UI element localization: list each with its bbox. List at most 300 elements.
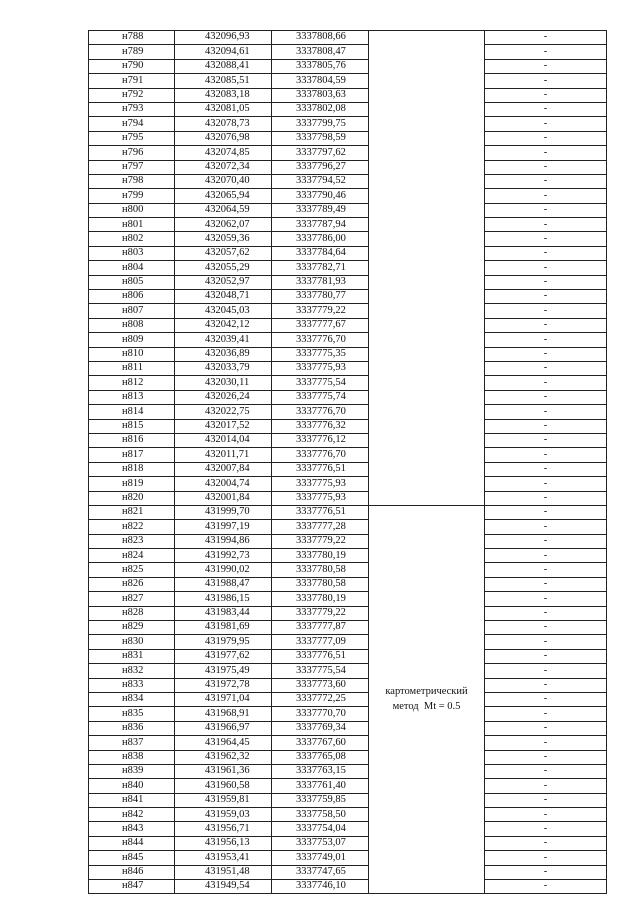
- point-id-cell: н834: [89, 692, 175, 706]
- y-coordinate-cell: 3337796,27: [272, 160, 369, 174]
- y-coordinate-cell: 3337775,93: [272, 491, 369, 505]
- y-coordinate-cell: 3337781,93: [272, 275, 369, 289]
- point-id-cell: н818: [89, 462, 175, 476]
- x-coordinate-cell: 431959,81: [175, 793, 272, 807]
- x-coordinate-cell: 432064,59: [175, 203, 272, 217]
- table-row: [89, 174, 607, 188]
- y-coordinate-cell: 3337775,93: [272, 477, 369, 491]
- table-row: [89, 218, 607, 232]
- y-coordinate-cell: 3337802,08: [272, 102, 369, 116]
- x-coordinate-cell: 431981,69: [175, 621, 272, 635]
- accuracy-cell: -: [485, 59, 607, 73]
- x-coordinate-cell: 432004,74: [175, 477, 272, 491]
- x-coordinate-cell: 432014,04: [175, 433, 272, 447]
- x-coordinate-cell: 432030,11: [175, 376, 272, 390]
- y-coordinate-cell: 3337753,07: [272, 836, 369, 850]
- point-id-cell: н791: [89, 74, 175, 88]
- accuracy-cell: -: [485, 347, 607, 361]
- point-id-cell: н805: [89, 275, 175, 289]
- table-row: [89, 880, 607, 894]
- x-coordinate-cell: 432085,51: [175, 74, 272, 88]
- point-id-cell: н835: [89, 707, 175, 721]
- point-id-cell: н842: [89, 808, 175, 822]
- x-coordinate-cell: 432059,36: [175, 232, 272, 246]
- y-coordinate-cell: 3337754,04: [272, 822, 369, 836]
- y-coordinate-cell: 3337803,63: [272, 88, 369, 102]
- y-coordinate-cell: 3337746,10: [272, 880, 369, 894]
- accuracy-cell: -: [485, 692, 607, 706]
- y-coordinate-cell: 3337749,01: [272, 851, 369, 865]
- point-id-cell: н828: [89, 606, 175, 620]
- x-coordinate-cell: 431968,91: [175, 707, 272, 721]
- y-coordinate-cell: 3337789,49: [272, 203, 369, 217]
- point-id-cell: н830: [89, 635, 175, 649]
- x-coordinate-cell: 431992,73: [175, 549, 272, 563]
- x-coordinate-cell: 431977,62: [175, 649, 272, 663]
- point-id-cell: н820: [89, 491, 175, 505]
- table-row: [89, 664, 607, 678]
- table-row: [89, 246, 607, 260]
- accuracy-cell: -: [485, 74, 607, 88]
- table-row: [89, 549, 607, 563]
- x-coordinate-cell: 432078,73: [175, 117, 272, 131]
- x-coordinate-cell: 431986,15: [175, 592, 272, 606]
- table-row: [89, 721, 607, 735]
- x-coordinate-cell: 431962,32: [175, 750, 272, 764]
- table-row: [89, 491, 607, 505]
- y-coordinate-cell: 3337775,93: [272, 361, 369, 375]
- x-coordinate-cell: 431983,44: [175, 606, 272, 620]
- method-line-2: метод Mt = 0.5: [392, 700, 461, 712]
- accuracy-cell: -: [485, 721, 607, 735]
- accuracy-cell: -: [485, 577, 607, 591]
- y-coordinate-cell: 3337797,62: [272, 146, 369, 160]
- x-coordinate-cell: 432072,34: [175, 160, 272, 174]
- y-coordinate-cell: 3337772,25: [272, 692, 369, 706]
- x-coordinate-cell: 431994,86: [175, 534, 272, 548]
- y-coordinate-cell: 3337775,54: [272, 376, 369, 390]
- point-id-cell: н822: [89, 520, 175, 534]
- y-coordinate-cell: 3337782,71: [272, 261, 369, 275]
- accuracy-cell: -: [485, 678, 607, 692]
- x-coordinate-cell: 431956,13: [175, 836, 272, 850]
- x-coordinate-cell: 432033,79: [175, 361, 272, 375]
- point-id-cell: н831: [89, 649, 175, 663]
- table-row: [89, 304, 607, 318]
- y-coordinate-cell: 3337784,64: [272, 246, 369, 260]
- y-coordinate-cell: 3337779,22: [272, 304, 369, 318]
- y-coordinate-cell: 3337775,35: [272, 347, 369, 361]
- table-row: [89, 808, 607, 822]
- accuracy-cell: -: [485, 505, 607, 519]
- y-coordinate-cell: 3337780,58: [272, 577, 369, 591]
- x-coordinate-cell: 431949,54: [175, 880, 272, 894]
- x-coordinate-cell: 432096,93: [175, 31, 272, 45]
- table-row: [89, 577, 607, 591]
- point-id-cell: н789: [89, 45, 175, 59]
- table-row: [89, 448, 607, 462]
- y-coordinate-cell: 3337776,51: [272, 505, 369, 519]
- y-coordinate-cell: 3337776,70: [272, 405, 369, 419]
- x-coordinate-cell: 432007,84: [175, 462, 272, 476]
- x-coordinate-cell: 432011,71: [175, 448, 272, 462]
- point-id-cell: н802: [89, 232, 175, 246]
- y-coordinate-cell: 3337779,22: [272, 606, 369, 620]
- x-coordinate-cell: 431961,36: [175, 764, 272, 778]
- accuracy-cell: -: [485, 779, 607, 793]
- accuracy-cell: -: [485, 189, 607, 203]
- point-id-cell: н823: [89, 534, 175, 548]
- accuracy-cell: -: [485, 621, 607, 635]
- accuracy-cell: -: [485, 462, 607, 476]
- x-coordinate-cell: 432094,61: [175, 45, 272, 59]
- table-row: [89, 390, 607, 404]
- y-coordinate-cell: 3337776,51: [272, 649, 369, 663]
- table-row: [89, 793, 607, 807]
- coordinates-table: [88, 30, 607, 894]
- accuracy-cell: -: [485, 664, 607, 678]
- y-coordinate-cell: 3337805,76: [272, 59, 369, 73]
- accuracy-cell: -: [485, 131, 607, 145]
- x-coordinate-cell: 431990,02: [175, 563, 272, 577]
- point-id-cell: н801: [89, 218, 175, 232]
- table-row: [89, 117, 607, 131]
- accuracy-cell: -: [485, 160, 607, 174]
- accuracy-cell: -: [485, 793, 607, 807]
- table-row: [89, 764, 607, 778]
- x-coordinate-cell: 431966,97: [175, 721, 272, 735]
- y-coordinate-cell: 3337777,28: [272, 520, 369, 534]
- point-id-cell: н788: [89, 31, 175, 45]
- accuracy-cell: -: [485, 549, 607, 563]
- table-row: [89, 261, 607, 275]
- y-coordinate-cell: 3337776,70: [272, 448, 369, 462]
- x-coordinate-cell: 432036,89: [175, 347, 272, 361]
- y-coordinate-cell: 3337804,59: [272, 74, 369, 88]
- point-id-cell: н799: [89, 189, 175, 203]
- accuracy-cell: -: [485, 477, 607, 491]
- table-row: [89, 736, 607, 750]
- accuracy-cell: -: [485, 822, 607, 836]
- x-coordinate-cell: 431997,19: [175, 520, 272, 534]
- x-coordinate-cell: 431960,58: [175, 779, 272, 793]
- y-coordinate-cell: 3337780,58: [272, 563, 369, 577]
- table-row: [89, 318, 607, 332]
- accuracy-cell: -: [485, 520, 607, 534]
- accuracy-cell: -: [485, 390, 607, 404]
- y-coordinate-cell: 3337780,19: [272, 549, 369, 563]
- point-id-cell: н797: [89, 160, 175, 174]
- accuracy-cell: -: [485, 333, 607, 347]
- accuracy-cell: -: [485, 146, 607, 160]
- point-id-cell: н810: [89, 347, 175, 361]
- accuracy-cell: -: [485, 361, 607, 375]
- accuracy-cell: -: [485, 275, 607, 289]
- accuracy-cell: -: [485, 635, 607, 649]
- x-coordinate-cell: 432045,03: [175, 304, 272, 318]
- point-id-cell: н816: [89, 433, 175, 447]
- table-row: [89, 750, 607, 764]
- accuracy-cell: -: [485, 851, 607, 865]
- table-row: [89, 851, 607, 865]
- accuracy-cell: -: [485, 102, 607, 116]
- y-coordinate-cell: 3337747,65: [272, 865, 369, 879]
- x-coordinate-cell: 431971,04: [175, 692, 272, 706]
- x-coordinate-cell: 431953,41: [175, 851, 272, 865]
- point-id-cell: н798: [89, 174, 175, 188]
- accuracy-cell: -: [485, 534, 607, 548]
- point-id-cell: н827: [89, 592, 175, 606]
- accuracy-cell: -: [485, 808, 607, 822]
- table-row: [89, 477, 607, 491]
- accuracy-cell: -: [485, 563, 607, 577]
- point-id-cell: н804: [89, 261, 175, 275]
- y-coordinate-cell: 3337765,08: [272, 750, 369, 764]
- table-row: [89, 31, 607, 45]
- accuracy-cell: -: [485, 45, 607, 59]
- table-row: [89, 606, 607, 620]
- y-coordinate-cell: 3337787,94: [272, 218, 369, 232]
- accuracy-cell: -: [485, 405, 607, 419]
- point-id-cell: н800: [89, 203, 175, 217]
- accuracy-cell: -: [485, 736, 607, 750]
- point-id-cell: н836: [89, 721, 175, 735]
- x-coordinate-cell: 432052,97: [175, 275, 272, 289]
- point-id-cell: н824: [89, 549, 175, 563]
- point-id-cell: н846: [89, 865, 175, 879]
- y-coordinate-cell: 3337761,40: [272, 779, 369, 793]
- table-row: [89, 649, 607, 663]
- accuracy-cell: -: [485, 491, 607, 505]
- y-coordinate-cell: 3337763,15: [272, 764, 369, 778]
- table-row: [89, 290, 607, 304]
- point-id-cell: н839: [89, 764, 175, 778]
- accuracy-cell: -: [485, 304, 607, 318]
- point-id-cell: н847: [89, 880, 175, 894]
- point-id-cell: н838: [89, 750, 175, 764]
- point-id-cell: н790: [89, 59, 175, 73]
- table-row: [89, 405, 607, 419]
- y-coordinate-cell: 3337786,00: [272, 232, 369, 246]
- y-coordinate-cell: 3337780,19: [272, 592, 369, 606]
- x-coordinate-cell: 431979,95: [175, 635, 272, 649]
- table-row: [89, 707, 607, 721]
- point-id-cell: н845: [89, 851, 175, 865]
- x-coordinate-cell: 431975,49: [175, 664, 272, 678]
- table-row: [89, 563, 607, 577]
- table-row: [89, 678, 607, 692]
- accuracy-cell: -: [485, 88, 607, 102]
- table-row: [89, 505, 607, 519]
- table-row: [89, 189, 607, 203]
- x-coordinate-cell: 431988,47: [175, 577, 272, 591]
- table-row: [89, 333, 607, 347]
- y-coordinate-cell: 3337767,60: [272, 736, 369, 750]
- x-coordinate-cell: 432070,40: [175, 174, 272, 188]
- table-row: [89, 419, 607, 433]
- accuracy-cell: -: [485, 750, 607, 764]
- x-coordinate-cell: 432062,07: [175, 218, 272, 232]
- point-id-cell: н819: [89, 477, 175, 491]
- point-id-cell: н844: [89, 836, 175, 850]
- y-coordinate-cell: 3337776,51: [272, 462, 369, 476]
- y-coordinate-cell: 3337776,32: [272, 419, 369, 433]
- accuracy-cell: -: [485, 203, 607, 217]
- point-id-cell: н794: [89, 117, 175, 131]
- y-coordinate-cell: 3337777,09: [272, 635, 369, 649]
- table-row: [89, 592, 607, 606]
- method-cell-empty: [369, 31, 485, 506]
- y-coordinate-cell: 3337799,75: [272, 117, 369, 131]
- accuracy-cell: -: [485, 31, 607, 45]
- point-id-cell: н812: [89, 376, 175, 390]
- point-id-cell: н840: [89, 779, 175, 793]
- x-coordinate-cell: 432055,29: [175, 261, 272, 275]
- y-coordinate-cell: 3337777,67: [272, 318, 369, 332]
- table-row: [89, 376, 607, 390]
- point-id-cell: н843: [89, 822, 175, 836]
- table-row: [89, 45, 607, 59]
- x-coordinate-cell: 432026,24: [175, 390, 272, 404]
- table-row: [89, 203, 607, 217]
- table-row: [89, 692, 607, 706]
- table-row: [89, 779, 607, 793]
- y-coordinate-cell: 3337759,85: [272, 793, 369, 807]
- y-coordinate-cell: 3337776,12: [272, 433, 369, 447]
- x-coordinate-cell: 431959,03: [175, 808, 272, 822]
- x-coordinate-cell: 431972,78: [175, 678, 272, 692]
- x-coordinate-cell: 431999,70: [175, 505, 272, 519]
- point-id-cell: н795: [89, 131, 175, 145]
- point-id-cell: н796: [89, 146, 175, 160]
- x-coordinate-cell: 432057,62: [175, 246, 272, 260]
- point-id-cell: н809: [89, 333, 175, 347]
- point-id-cell: н825: [89, 563, 175, 577]
- table-row: [89, 865, 607, 879]
- point-id-cell: н806: [89, 290, 175, 304]
- table-row: [89, 146, 607, 160]
- accuracy-cell: -: [485, 433, 607, 447]
- method-line-1: картометрический: [385, 686, 468, 698]
- table-row: [89, 534, 607, 548]
- accuracy-cell: -: [485, 419, 607, 433]
- y-coordinate-cell: 3337776,70: [272, 333, 369, 347]
- table-row: [89, 433, 607, 447]
- accuracy-cell: -: [485, 764, 607, 778]
- x-coordinate-cell: 432042,12: [175, 318, 272, 332]
- point-id-cell: н817: [89, 448, 175, 462]
- point-id-cell: н837: [89, 736, 175, 750]
- point-id-cell: н813: [89, 390, 175, 404]
- table-row: [89, 88, 607, 102]
- x-coordinate-cell: 431956,71: [175, 822, 272, 836]
- accuracy-cell: -: [485, 836, 607, 850]
- table-row: [89, 822, 607, 836]
- x-coordinate-cell: 432048,71: [175, 290, 272, 304]
- y-coordinate-cell: 3337808,66: [272, 31, 369, 45]
- y-coordinate-cell: 3337777,87: [272, 621, 369, 635]
- table-row: [89, 74, 607, 88]
- y-coordinate-cell: 3337798,59: [272, 131, 369, 145]
- point-id-cell: н833: [89, 678, 175, 692]
- accuracy-cell: -: [485, 246, 607, 260]
- x-coordinate-cell: 432022,75: [175, 405, 272, 419]
- x-coordinate-cell: 431951,48: [175, 865, 272, 879]
- point-id-cell: н808: [89, 318, 175, 332]
- point-id-cell: н807: [89, 304, 175, 318]
- x-coordinate-cell: 432001,84: [175, 491, 272, 505]
- y-coordinate-cell: 3337775,74: [272, 390, 369, 404]
- table-row: [89, 836, 607, 850]
- point-id-cell: н811: [89, 361, 175, 375]
- point-id-cell: н841: [89, 793, 175, 807]
- y-coordinate-cell: 3337773,60: [272, 678, 369, 692]
- point-id-cell: н829: [89, 621, 175, 635]
- accuracy-cell: -: [485, 232, 607, 246]
- table-row: [89, 232, 607, 246]
- table-row: [89, 621, 607, 635]
- x-coordinate-cell: 432017,52: [175, 419, 272, 433]
- accuracy-cell: -: [485, 174, 607, 188]
- table-row: [89, 520, 607, 534]
- accuracy-cell: -: [485, 606, 607, 620]
- y-coordinate-cell: 3337758,50: [272, 808, 369, 822]
- x-coordinate-cell: 432065,94: [175, 189, 272, 203]
- x-coordinate-cell: 432081,05: [175, 102, 272, 116]
- x-coordinate-cell: 432076,98: [175, 131, 272, 145]
- table-row: [89, 102, 607, 116]
- point-id-cell: н821: [89, 505, 175, 519]
- point-id-cell: н826: [89, 577, 175, 591]
- table-row: [89, 635, 607, 649]
- x-coordinate-cell: 432088,41: [175, 59, 272, 73]
- point-id-cell: н815: [89, 419, 175, 433]
- table-row: [89, 347, 607, 361]
- accuracy-cell: -: [485, 707, 607, 721]
- accuracy-cell: -: [485, 880, 607, 894]
- y-coordinate-cell: 3337808,47: [272, 45, 369, 59]
- accuracy-cell: -: [485, 290, 607, 304]
- point-id-cell: н792: [89, 88, 175, 102]
- accuracy-cell: -: [485, 649, 607, 663]
- point-id-cell: н814: [89, 405, 175, 419]
- x-coordinate-cell: 431964,45: [175, 736, 272, 750]
- y-coordinate-cell: 3337769,34: [272, 721, 369, 735]
- point-id-cell: н832: [89, 664, 175, 678]
- accuracy-cell: -: [485, 592, 607, 606]
- accuracy-cell: -: [485, 865, 607, 879]
- accuracy-cell: -: [485, 318, 607, 332]
- x-coordinate-cell: 432074,85: [175, 146, 272, 160]
- accuracy-cell: -: [485, 261, 607, 275]
- accuracy-cell: -: [485, 376, 607, 390]
- y-coordinate-cell: 3337779,22: [272, 534, 369, 548]
- table-body: [89, 31, 607, 894]
- table-row: [89, 59, 607, 73]
- y-coordinate-cell: 3337775,54: [272, 664, 369, 678]
- x-coordinate-cell: 432083,18: [175, 88, 272, 102]
- method-cell: [369, 505, 485, 894]
- point-id-cell: н803: [89, 246, 175, 260]
- table-row: [89, 275, 607, 289]
- x-coordinate-cell: 432039,41: [175, 333, 272, 347]
- y-coordinate-cell: 3337794,52: [272, 174, 369, 188]
- table-row: [89, 160, 607, 174]
- table-row: [89, 361, 607, 375]
- table-row: [89, 131, 607, 145]
- point-id-cell: н793: [89, 102, 175, 116]
- accuracy-cell: -: [485, 448, 607, 462]
